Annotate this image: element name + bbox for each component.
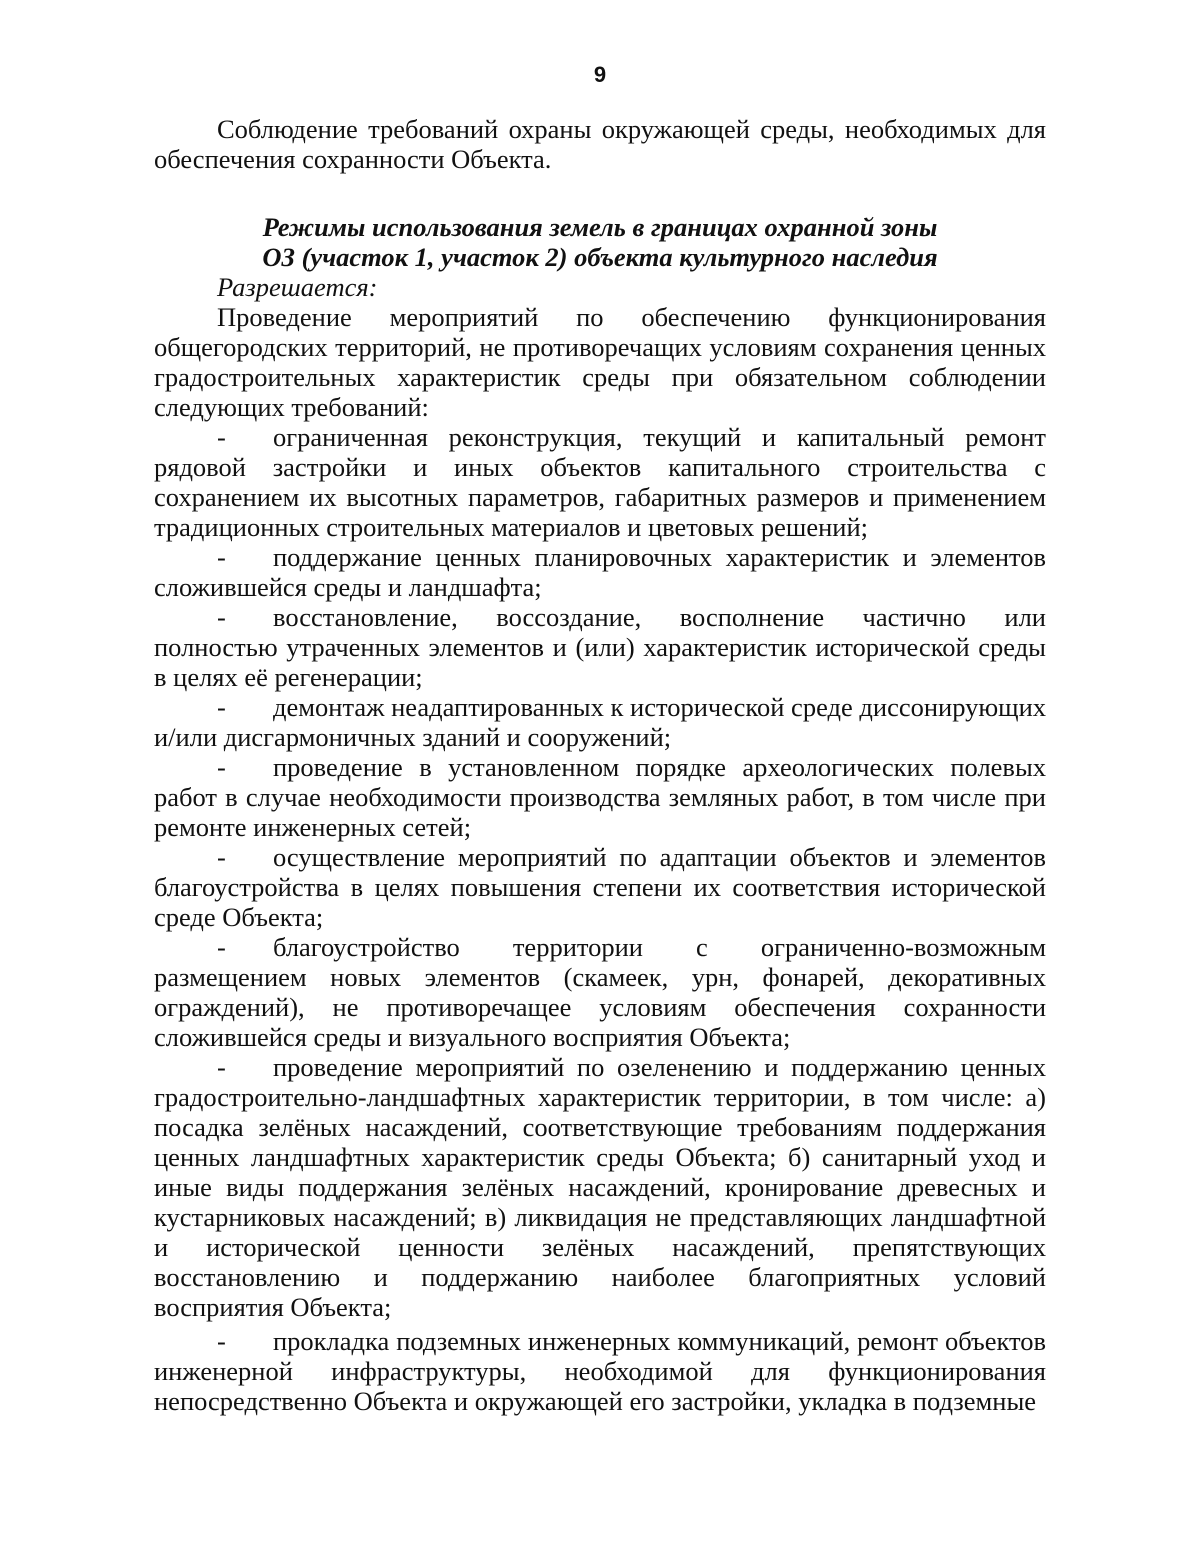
list-item-text: восстановление, воссоздание, восполнение частично или полностью утраченных элементов и (или) характеристик исторической среды в целях её регенерации; <box>154 602 1046 692</box>
page-content <box>154 114 1046 1416</box>
list-item <box>154 692 1046 752</box>
lead-paragraph: Проведение мероприятий по обеспечению функционирования общегородских территорий, не противоречащих условиям сохранения ценных градостроительных характеристик среды при обязательном соблюдении следующих требований: <box>154 302 1046 422</box>
list-item-text: осуществление мероприятий по адаптации объектов и элементов благоустройства в целях повышения степени их соответствия исторической среде Объекта; <box>154 842 1046 932</box>
dash-marker: - <box>217 422 226 452</box>
allowed-label: Разрешается: <box>217 272 378 302</box>
dash-marker: - <box>217 602 226 632</box>
list-item-text: благоустройство территории с ограниченно-возможным размещением новых элементов (скамеек, урн, фонарей, декоративных ограждений), не противоречащее условиям обеспечения сохранности сложившейся среды и визуального восприятия Объекта; <box>154 932 1046 1052</box>
list-item <box>154 422 1046 542</box>
page-number: 9 <box>593 62 607 87</box>
list-item <box>154 1052 1046 1322</box>
section-heading-line-1: Режимы использования земель в границах охранной зоны <box>262 212 938 242</box>
list-item-text: проведение в установленном порядке археологических полевых работ в случае необходимости производства земляных работ, в том числе при ремонте инженерных сетей; <box>154 752 1046 842</box>
list-item <box>154 602 1046 692</box>
list-item-text: поддержание ценных планировочных характеристик и элементов сложившейся среды и ландшафта; <box>154 542 1046 602</box>
dash-marker: - <box>217 752 226 782</box>
list-item <box>154 932 1046 1052</box>
list-item <box>154 752 1046 842</box>
list-item-text: прокладка подземных инженерных коммуникаций, ремонт объектов инженерной инфраструктуры, необходимой для функционирования непосредственно Объекта и окружающей его застройки, укладка в подземные <box>154 1326 1046 1416</box>
dash-marker: - <box>217 1052 226 1082</box>
intro-paragraph: Соблюдение требований охраны окружающей среды, необходимых для обеспечения сохранности Объекта. <box>154 114 1046 174</box>
dash-marker: - <box>217 842 226 872</box>
section-heading <box>154 212 1046 272</box>
list-item-text: ограниченная реконструкция, текущий и капитальный ремонт рядовой застройки и иных объектов капитального строительства с сохранением их высотных параметров, габаритных размеров и применением традиционных строительных материалов и цветовых решений; <box>154 422 1046 542</box>
list-item-text: демонтаж неадаптированных к исторической среде диссонирующих и/или дисгармоничных зданий и сооружений; <box>154 692 1046 752</box>
dash-marker: - <box>217 932 226 962</box>
list-item <box>154 842 1046 932</box>
dash-marker: - <box>217 692 226 722</box>
list-item <box>154 542 1046 602</box>
dash-marker: - <box>217 542 226 572</box>
dash-marker: - <box>217 1326 226 1356</box>
section-heading-line-2: ОЗ (участок 1, участок 2) объекта культурного наследия <box>262 242 938 272</box>
list-item <box>154 1326 1046 1416</box>
list-item-text: проведение мероприятий по озеленению и поддержанию ценных градостроительно-ландшафтных характеристик территории, в том числе: а) посадка зелёных насаждений, соответствующие требованиям поддержания ценных ландшафтных характеристик среды Объекта; б) санитарный уход и иные виды поддержания зелёных насаждений, кронирование древесных и кустарниковых насаждений; в) ликвидация не представляющих ландшафтной и исторической ценности зелёных насаждений, препятствующих восстановлению и поддержанию наиболее благоприятных условий восприятия Объекта; <box>154 1052 1046 1322</box>
